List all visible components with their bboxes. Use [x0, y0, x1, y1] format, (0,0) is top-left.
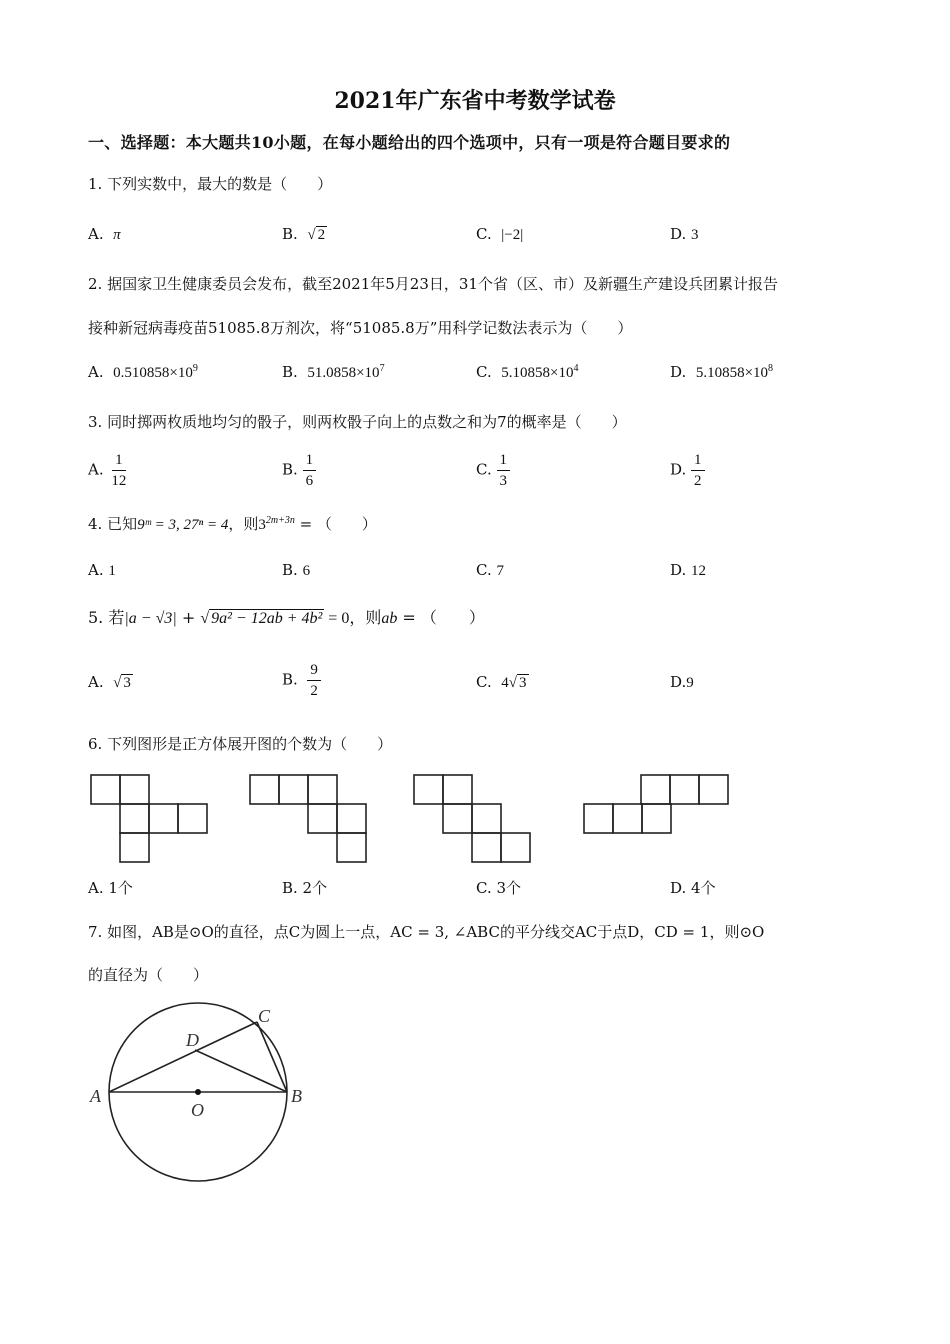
q6-option-d: D. 4个: [670, 879, 716, 897]
circle-geometry-figure: [80, 1000, 320, 1200]
q4-option-c: C. 7: [476, 561, 504, 579]
q2-option-b: B. $51.0858\times 10^7$: [282, 363, 385, 381]
q3-option-d: D. $\frac{1}{2}$: [670, 450, 705, 491]
sqrt-sign: √ 2: [307, 227, 326, 243]
fraction: $\frac{1}{2}$: [691, 450, 705, 491]
q1-option-a: A. π: [88, 225, 121, 243]
question-1-stem: 1. 下列实数中，最大的数是（ ）: [88, 175, 333, 193]
label-b: B: [291, 1086, 302, 1106]
q4-option-a: A. 1: [88, 561, 116, 579]
q2-option-c: C. $5.10858\times 10^4$: [476, 363, 579, 381]
cube-net-figures: [80, 770, 740, 870]
section-heading: 一、选择题：本大题共10小题，在每小题给出的四个选项中，只有一项是符合题目要求的: [88, 133, 731, 152]
q1-option-b: B. √ 2: [282, 225, 326, 243]
fraction: $\frac{1}{6}$: [303, 450, 317, 491]
q2-option-d: D. $5.10858\times 10^8$: [670, 363, 774, 381]
label-d: D: [186, 1030, 199, 1050]
cube-net-c: [414, 775, 530, 862]
center-o-dot: [195, 1089, 201, 1095]
question-2-stem-line2: 接种新冠病毒疫苗51085.8万剂次，将“51085.8万”用科学记数法表示为（ ）: [88, 319, 633, 337]
label-c: C: [258, 1006, 271, 1026]
sqrt-sign: √ 3: [113, 675, 131, 691]
q3-option-c: C. $\frac{1}{3}$: [476, 450, 510, 491]
sqrt-sign: √ 3: [508, 675, 527, 691]
chord-cb: [257, 1022, 287, 1092]
q6-option-a: A. 1个: [88, 879, 133, 897]
page-title: 2021年广东省中考数学试卷: [334, 88, 616, 114]
label-o: O: [191, 1100, 204, 1120]
cube-net-d: [584, 775, 728, 833]
q6-option-b: B. 2个: [282, 879, 328, 897]
q5-option-d: D.9: [670, 673, 694, 691]
question-5-stem: 5. 若|a − √3| + √ 9a² − 12ab + 4b² = 0，则ab = （ ）: [88, 608, 485, 627]
question-3-stem: 3. 同时掷两枚质地均匀的骰子，则两枚骰子向上的点数之和为7的概率是（ ）: [88, 413, 627, 431]
fraction: $\frac{1}{12}$: [111, 452, 127, 489]
question-7-stem-line2: 的直径为（ ）: [88, 966, 209, 984]
q3-option-a: A. $\frac{1}{12}$: [88, 450, 129, 491]
question-7-stem-line1: 7. 如图，AB是⊙O的直径，点C为圆上一点，AC = 3, ∠ABC的平分线交AC于点D，CD = 1，则⊙O: [88, 923, 765, 941]
q1-option-c: C. |−2|: [476, 225, 524, 243]
cube-net-b: [250, 775, 366, 862]
fraction: $\frac{9}{2}$: [307, 660, 321, 701]
fraction: $\frac{1}{3}$: [497, 450, 511, 491]
q4-option-d: D. 12: [670, 561, 707, 579]
label-a: A: [90, 1086, 101, 1106]
bisector-bd: [195, 1050, 287, 1092]
question-2-stem-line1: 2. 据国家卫生健康委员会发布，截至2021年5月23日，31个省（区、市）及新疆生产建设兵团累计报告: [88, 275, 778, 293]
q6-option-c: C. 3个: [476, 879, 522, 897]
q3-option-b: B. $\frac{1}{6}$: [282, 450, 316, 491]
q4-option-b: B. 6: [282, 561, 311, 579]
question-4-stem: 4. 已知9ᵐ = 3, 27ⁿ = 4，则$3^{2m+3n}$ = （ ）: [88, 515, 377, 533]
question-6-stem: 6. 下列图形是正方体展开图的个数为（ ）: [88, 735, 393, 753]
cube-net-a: [91, 775, 207, 862]
q1-option-d: D. 3: [670, 225, 699, 243]
q5-option-c: C. 4√ 3: [476, 673, 527, 691]
sqrt-sign: √ 9a² − 12ab + 4b²: [200, 610, 323, 627]
q2-option-a: A. $0.510858\times 10^9$: [88, 363, 198, 381]
q5-option-b: B. $\frac{9}{2}$: [282, 660, 321, 701]
q5-option-a: A. √ 3: [88, 673, 131, 691]
